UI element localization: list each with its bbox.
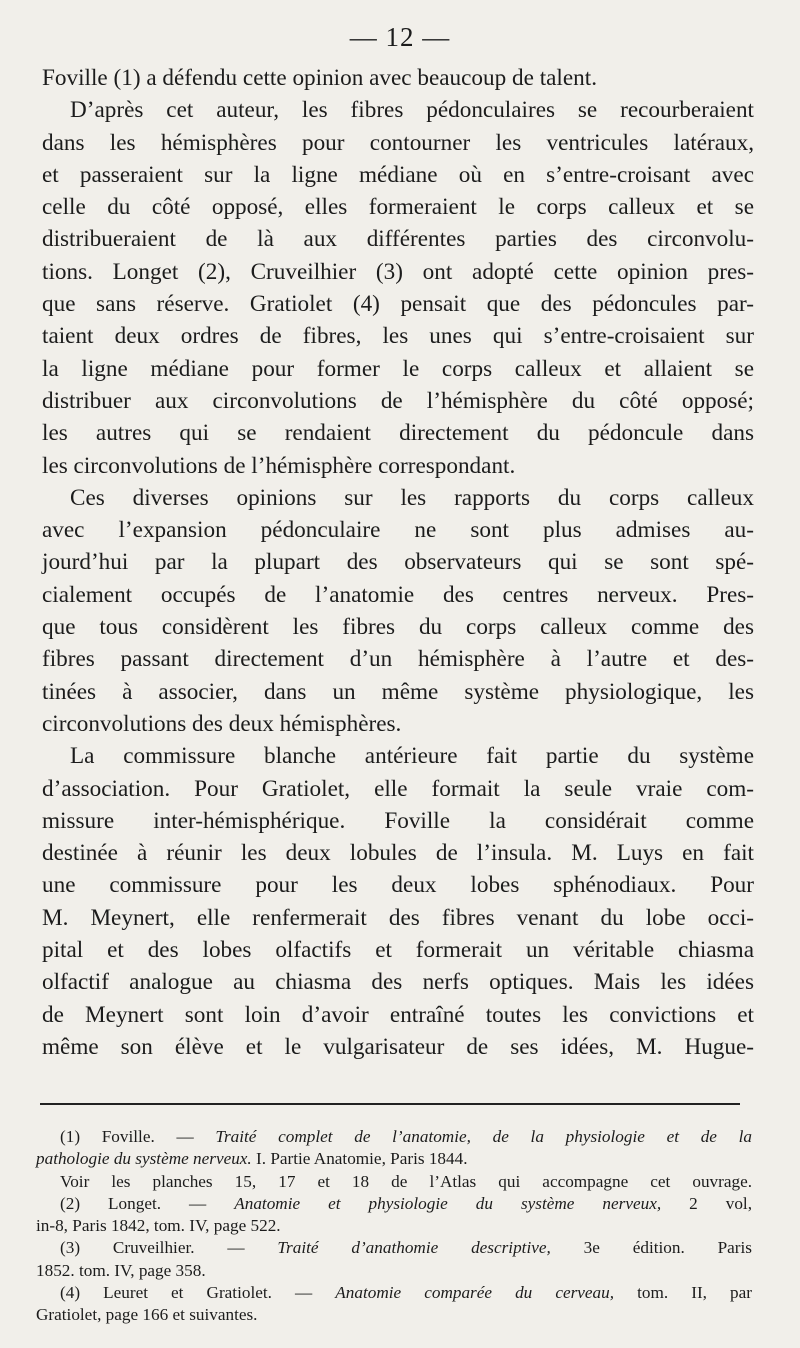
footnote-text: in-8, Paris 1842, tom. IV, page 522. <box>36 1216 281 1236</box>
text-line: la ligne médiane pour former le corps calleux et allaient se <box>42 355 754 382</box>
text-line: Foville (1) a défendu cette opinion avec beaucoup de talent. <box>42 65 597 91</box>
footnote-line <box>36 1148 752 1170</box>
text-line: circonvolutions des deux hémisphères. <box>42 710 402 737</box>
footnote-text: tom. II, par <box>614 1283 752 1303</box>
footnote-title: Anatomie comparée du cerveau, <box>335 1283 615 1303</box>
footnote-text: (1) Foville. — <box>60 1127 216 1146</box>
text-line: distribueraient de là aux différentes parties des circonvolu- <box>42 226 754 253</box>
text-line: cialement occupés de l’anatomie des centres nerveux. Pres- <box>42 581 754 608</box>
footnote-title: Anatomie et physiologie du système nerveux, <box>234 1193 662 1213</box>
footnote-line <box>36 1304 752 1326</box>
text-line: fibres passant directement d’un hémisphère à l’autre et des- <box>42 646 754 673</box>
footnotes <box>36 1126 752 1327</box>
footnote-text: 2 vol, <box>661 1193 752 1213</box>
footnote-text: (3) Cruveilhier. — <box>60 1238 278 1258</box>
text-line: de Meynert sont loin d’avoir entraîné toutes les convictions et <box>42 1001 754 1028</box>
footnote-title: Traité d’anathomie descriptive, <box>277 1238 551 1258</box>
footnote-title: Traité complet de l’anatomie, de la physiologie et de la <box>215 1127 752 1146</box>
text-line: taient deux ordres de fibres, les unes qui s’entre-croisaient sur <box>42 323 754 350</box>
text-line: les circonvolutions de l’hémisphère correspondant. <box>42 452 516 479</box>
text-line: distribuer aux circonvolutions de l’hémisphère du côté opposé; <box>42 387 754 414</box>
footnote-text: 3e édition. Paris <box>550 1238 752 1258</box>
text-line: tions. Longet (2), Cruveilhier (3) ont adopté cette opinion pres- <box>42 258 754 285</box>
footnote-text: (4) Leuret et Gratiolet. — <box>60 1283 336 1303</box>
footnote-line <box>36 1171 752 1193</box>
text-line: d’association. Pour Gratiolet, elle formait la seule vraie com- <box>42 775 754 802</box>
text-line: que sans réserve. Gratiolet (4) pensait que des pédoncules par- <box>42 291 754 318</box>
text-line: Ces diverses opinions sur les rapports du corps calleux <box>70 484 754 511</box>
footnote-text: Gratiolet, page 166 et suivantes. <box>36 1305 258 1325</box>
footnote-text: Voir les planches 15, 17 et 18 de l’Atlas qui accompagne cet ouvrage. <box>60 1171 752 1191</box>
text-line: que tous considèrent les fibres du corps calleux comme des <box>42 614 754 641</box>
text-line: olfactif analogue au chiasma des nerfs optiques. Mais les idées <box>42 969 754 996</box>
text-line: même son élève et le vulgarisateur de ses idées, M. Hugue- <box>42 1033 754 1060</box>
footnote-line <box>36 1193 752 1215</box>
footnote-text: 1852. tom. IV, page 358. <box>36 1260 206 1280</box>
text-line: une commissure pour les deux lobes sphénodiaux. Pour <box>42 872 754 899</box>
main-text <box>42 62 754 1063</box>
text-line: La commissure blanche antérieure fait partie du système <box>70 743 754 770</box>
text-line: celle du côté opposé, elles formeraient le corps calleux et se <box>42 194 754 221</box>
text-line: et passeraient sur la ligne médiane où en s’entre-croisant avec <box>42 161 754 188</box>
text-line: destinée à réunir les deux lobules de l’insula. M. Luys en fait <box>42 840 754 867</box>
text-line: tinées à associer, dans un même système physiologique, les <box>42 678 754 705</box>
footnote-line <box>36 1126 752 1148</box>
text-line: M. Meynert, elle renfermerait des fibres venant du lobe occi- <box>42 904 754 931</box>
footnote-title: pathologie du système nerveux. <box>36 1149 252 1169</box>
footnote-rule <box>40 1103 740 1105</box>
text-line: dans les hémisphères pour contourner les ventricules latéraux, <box>42 129 754 156</box>
text-line: avec l’expansion pédonculaire ne sont plus admises au- <box>42 517 754 544</box>
footnote-text: I. Partie Anatomie, Paris 1844. <box>251 1149 468 1169</box>
text-line: pital et des lobes olfactifs et formerait un véritable chiasma <box>42 937 754 964</box>
text-line: les autres qui se rendaient directement du pédoncule dans <box>42 420 754 447</box>
footnote-line <box>36 1215 752 1237</box>
page-number: — 12 — <box>349 22 451 52</box>
footnote-line <box>36 1282 752 1304</box>
footnote-text: (2) Longet. — <box>60 1193 235 1213</box>
footnote-line <box>36 1260 752 1282</box>
text-line: missure inter-hémisphérique. Foville la considérait comme <box>42 807 754 834</box>
footnote-line <box>36 1237 752 1259</box>
text-line: D’après cet auteur, les fibres pédonculaires se recourberaient <box>70 97 754 124</box>
text-line: jourd’hui par la plupart des observateurs qui se sont spé- <box>42 549 754 576</box>
